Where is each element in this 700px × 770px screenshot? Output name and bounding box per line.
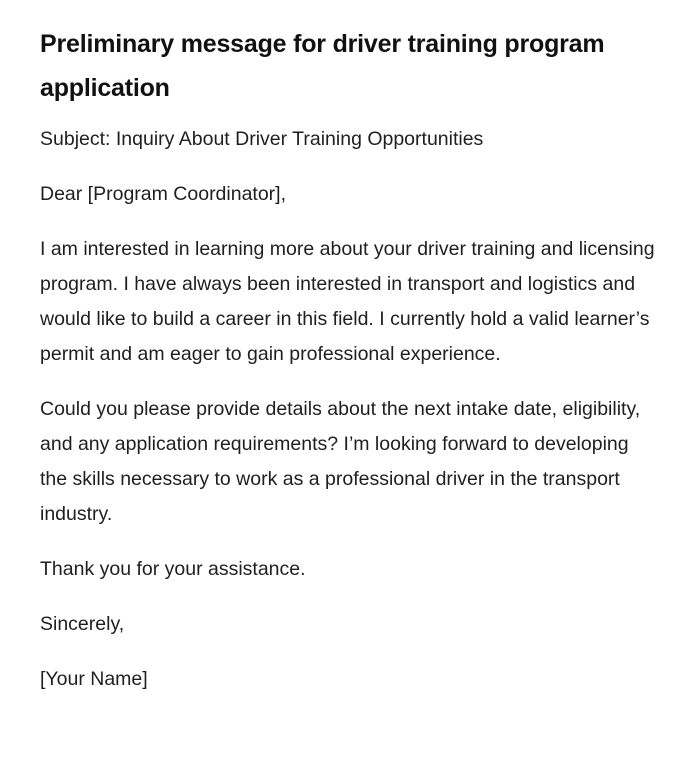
body-paragraph-2: Could you please provide details about the next intake date, eligibility, and any application requirements? I’m looking forward to developing the skills necessary to work as a professional driver in the transport industry. [40,398,641,525]
closing-line: Sincerely, [40,613,125,635]
body-paragraph-1: I am interested in learning more about your driver training and licensing program. I have always been interested in transport and logistics and would like to build a career in this field. I currently hold a valid learner’s permit and am eager to gain professional experience. [40,238,655,365]
signature-placeholder: [Your Name] [40,668,148,690]
greeting: Dear [Program Coordinator], [40,183,287,205]
thanks-line: Thank you for your assistance. [40,558,306,580]
document-title: Preliminary message for driver training program application [40,30,605,102]
subject-line: Subject: Inquiry About Driver Training Opportunities [40,128,484,150]
